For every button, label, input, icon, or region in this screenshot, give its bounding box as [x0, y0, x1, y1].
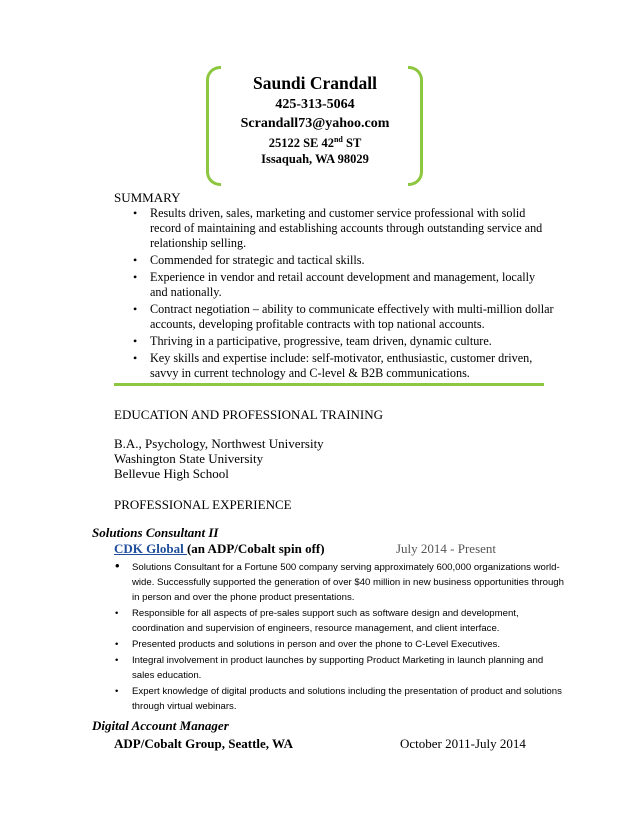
summary-item: • Experience in vendor and retail account development and management, locally and nationally.: [114, 270, 554, 300]
job-dates: July 2014 - Present: [396, 541, 497, 556]
left-bracket-decoration: [206, 66, 221, 186]
employer-line: [114, 541, 325, 557]
section-divider: [114, 383, 544, 386]
summary-item: • Thriving in a participative, progressive, team driven, dynamic culture.: [114, 334, 554, 349]
summary-item: • Results driven, sales, marketing and customer service professional with solid record of maintaining and establishing accounts through outstanding service and relationship selling.: [114, 206, 554, 251]
city-state-zip: Issaquah, WA 98029: [261, 152, 369, 166]
phone-number: 425-313-5064: [275, 97, 355, 112]
street-number: 25122 SE 42: [268, 136, 334, 151]
email-address: Scrandall73@yahoo.com: [240, 116, 390, 131]
summary-list: [114, 206, 554, 383]
summary-item: • Key skills and expertise include: self-motivator, enthusiastic, customer driven, savvy in current technology and C-level & B2B communications.: [114, 351, 554, 381]
education-school: Bellevue High School: [114, 466, 229, 481]
street-address: [220, 135, 410, 151]
job-dates: October 2011-July 2014: [400, 736, 526, 751]
duties-list: [114, 560, 568, 715]
duty-item: • Solutions Consultant for a Fortune 500 company serving approximately 600,000 organizations world-wide. Successfully supported the generation of over $40 million in new business opportunities through in person and over the phone product presentations.: [114, 560, 568, 605]
job-title: Digital Account Manager: [92, 718, 229, 733]
company-link[interactable]: CDK Global: [114, 541, 187, 556]
duty-item: • Expert knowledge of digital products and solutions including the presentation of product and solutions through virtual webinars.: [114, 684, 568, 714]
summary-heading: SUMMARY: [114, 190, 181, 205]
summary-item: • Contract negotiation – ability to communicate effectively with multi-million dollar accounts, developing profitable contracts with top national accounts.: [114, 302, 554, 332]
street-type: ST: [342, 136, 362, 151]
candidate-name: Saundi Crandall: [252, 73, 377, 93]
street-suffix: nd: [333, 135, 343, 144]
education-school: Washington State University: [114, 451, 264, 466]
right-bracket-decoration: [408, 66, 423, 186]
duty-item: • Responsible for all aspects of pre-sales support such as software design and development, coordination and supervision of engineers, resource management, and client interface.: [114, 606, 568, 636]
experience-heading: PROFESSIONAL EXPERIENCE: [114, 497, 292, 512]
employer-line: ADP/Cobalt Group, Seattle, WA: [114, 736, 293, 751]
summary-item: • Commended for strategic and tactical skills.: [114, 253, 554, 268]
job-title: Solutions Consultant II: [92, 525, 219, 540]
duty-item: • Integral involvement in product launches by supporting Product Marketing in launch planning and sales education.: [114, 653, 568, 683]
company-note: (an ADP/Cobalt spin off): [186, 541, 325, 556]
education-heading: EDUCATION AND PROFESSIONAL TRAINING: [114, 407, 384, 422]
education-degree: B.A., Psychology, Northwest University: [114, 436, 324, 451]
duty-item: • Presented products and solutions in person and over the phone to C-Level Executives.: [114, 637, 568, 652]
